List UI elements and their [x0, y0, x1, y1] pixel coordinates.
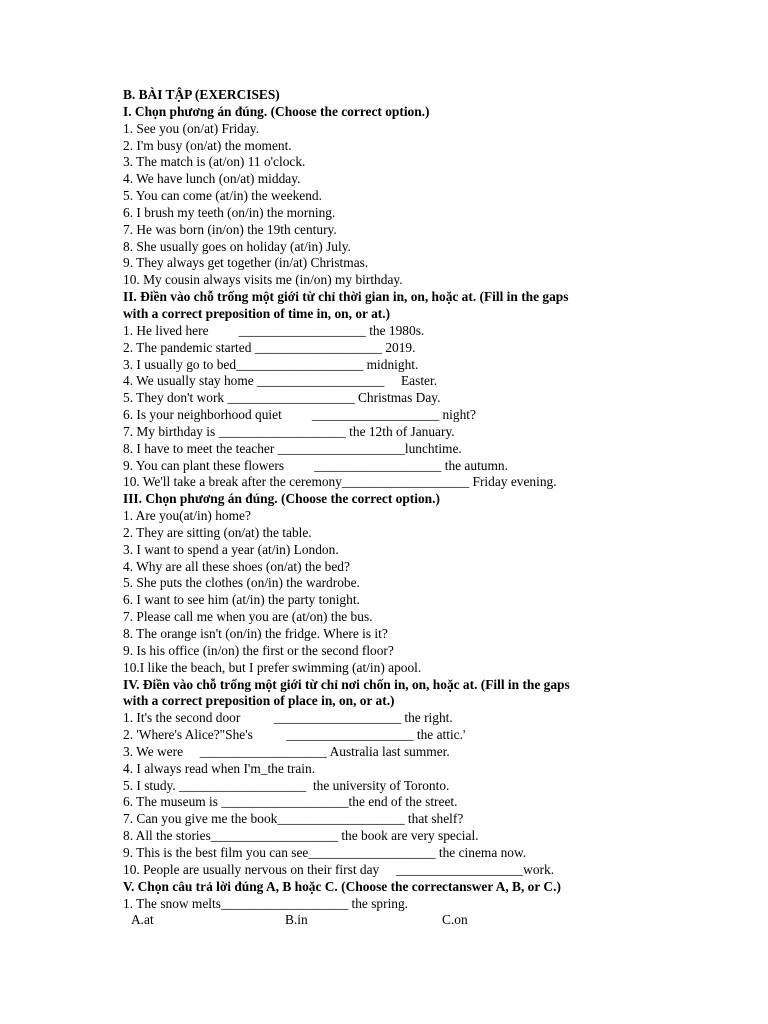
section-3-title: III. Chọn phương án đúng. (Choose the correct option.) — [123, 491, 440, 507]
multiple-choice-item: 1. The snow melts___________________ the spring. — [123, 895, 409, 911]
exercise-item: 6. I want to see him (at/in) the party tonight. — [123, 592, 360, 608]
fill-gap-item: 6. Is your neighborhood quiet ___________________ night? — [123, 407, 476, 423]
exercise-item: 2. They are sitting (on/at) the table. — [123, 524, 312, 540]
fill-gap-item: 3. We were ___________________ Australia last summer. — [123, 743, 450, 759]
exercise-item: 3. I want to spend a year (at/in) London. — [123, 541, 339, 557]
exercise-item: 10. My cousin always visits me (in/on) my birthday. — [123, 272, 403, 288]
section-4-title-cont: with a correct preposition of place in, on, or at.) — [123, 693, 395, 709]
fill-gap-item: 7. My birthday is ___________________ the 12th of January. — [123, 423, 455, 439]
answer-options — [123, 912, 653, 929]
exercise-item: 8. She usually goes on holiday (at/in) July. — [123, 238, 351, 254]
exercise-item: 7. Please call me when you are (at/on) the bus. — [123, 609, 373, 625]
exercise-item: 5. You can come (at/in) the weekend. — [123, 188, 322, 204]
exercise-item: 10.I like the beach, but I prefer swimming (at/in) apool. — [123, 659, 422, 675]
fill-gap-item: 5. They don't work ___________________ Christmas Day. — [123, 390, 441, 406]
option-a: A.at — [131, 912, 154, 928]
fill-gap-item: 3. I usually go to bed___________________ midnight. — [123, 356, 419, 372]
section-5-title: V. Chọn câu trả lời đúng A, B hoặc C. (Choose the correctanswer A, B, or C.) — [123, 878, 561, 894]
fill-gap-item: 8. All the stories___________________ the book are very special. — [123, 828, 479, 844]
fill-gap-item: 4. We usually stay home ___________________ Easter. — [123, 373, 438, 389]
fill-gap-item: 9. This is the best film you can see___________________ the cinema now. — [123, 844, 527, 860]
exercise-item: 7. He was born (in/on) the 19th century. — [123, 221, 337, 237]
exercise-item: 5. She puts the clothes (on/in) the wardrobe. — [123, 575, 360, 591]
exercise-item: 2. I'm busy (on/at) the moment. — [123, 137, 292, 153]
fill-gap-item: 1. It's the second door ___________________ the right. — [123, 710, 453, 726]
exercise-item: 1. Are you(at/in) home? — [123, 508, 251, 524]
fill-gap-item: 6. The museum is ___________________the end of the street. — [123, 794, 458, 810]
exercise-item: 6. I brush my teeth (on/in) the morning. — [123, 204, 336, 220]
fill-gap-item: 4. I always read when I'm_the train. — [123, 760, 316, 776]
exercise-item: 4. We have lunch (on/at) midday. — [123, 171, 301, 187]
fill-gap-item: 7. Can you give me the book___________________ that shelf? — [123, 811, 464, 827]
fill-gap-item: 10. We'll take a break after the ceremony___________________ Friday evening. — [123, 474, 557, 490]
worksheet-heading: B. BÀI TẬP (EXERCISES) — [123, 87, 280, 102]
fill-gap-item: 2. 'Where's Alice?"She's ___________________ the attic.' — [123, 727, 466, 743]
section-1-title: I. Chọn phương án đúng. (Choose the correct option.) — [123, 103, 430, 119]
exercise-item: 4. Why are all these shoes (on/at) the bed? — [123, 558, 350, 574]
fill-gap-item: 10. People are usually nervous on their first day ___________________work. — [123, 861, 555, 877]
exercise-item: 8. The orange isn't (on/in) the fridge. Where is it? — [123, 626, 388, 641]
worksheet-page — [123, 87, 653, 929]
section-2-title: II. Điền vào chỗ trống một giới từ chỉ thời gian in, on, hoặc at. (Fill in the gaps — [123, 289, 569, 305]
fill-gap-item: 9. You can plant these flowers ___________________ the autumn. — [123, 457, 508, 473]
fill-gap-item: 5. I study. ___________________ the university of Toronto. — [123, 777, 450, 793]
section-4-title: IV. Điền vào chỗ trống một giới từ chỉ nơi chốn in, on, hoặc at. (Fill in the gaps — [123, 676, 570, 692]
option-c: C.on — [442, 912, 468, 928]
fill-gap-item: 1. He lived here ___________________ the 1980s. — [123, 322, 425, 338]
option-b: B.in — [285, 912, 308, 928]
exercise-item: 9. They always get together (in/at) Christmas. — [123, 255, 369, 271]
section-2-title-cont: with a correct preposition of time in, on, or at.) — [123, 305, 391, 321]
exercise-item: 3. The match is (at/on) 11 o'clock. — [123, 154, 306, 170]
exercise-item: 9. Is his office (in/on) the first or the second floor? — [123, 642, 394, 658]
fill-gap-item: 2. The pandemic started ___________________ 2019. — [123, 339, 416, 355]
fill-gap-item: 8. I have to meet the teacher ___________________lunchtime. — [123, 440, 462, 456]
exercise-item: 1. See you (on/at) Friday. — [123, 120, 259, 136]
